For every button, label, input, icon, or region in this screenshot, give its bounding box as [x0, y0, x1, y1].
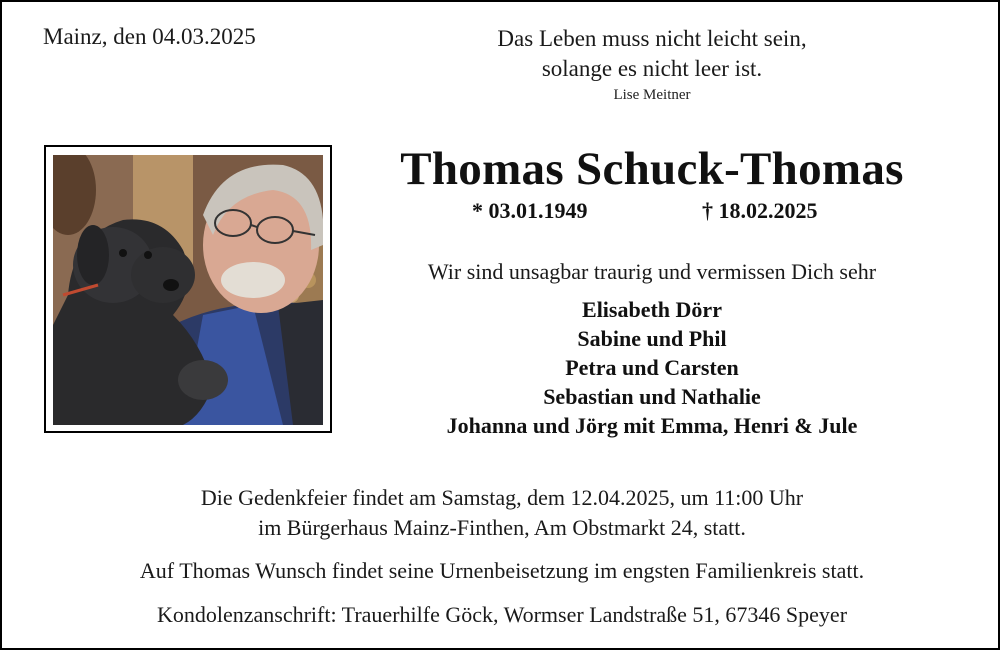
ceremony-line-2: im Bürgerhaus Mainz-Finthen, Am Obstmarkt 24, statt.	[258, 515, 746, 540]
deceased-name: Thomas Schuck-Thomas	[400, 143, 904, 195]
burial-info: Auf Thomas Wunsch findet seine Urnenbeisetzung im engsten Familienkreis statt.	[139, 558, 865, 583]
quote-line-2: solange es nicht leer ist.	[541, 56, 763, 81]
ceremony-line-1: Die Gedenkfeier findet am Samstag, dem 12.04.2025, um 11:00 Uhr	[200, 485, 804, 510]
portrait-photo-frame	[44, 145, 332, 433]
condolence-address: Kondolenzanschrift: Trauerhilfe Göck, Wormser Landstraße 51, 67346 Speyer	[156, 602, 848, 627]
mourners-list	[342, 295, 962, 440]
birth-date: * 03.01.1949	[472, 198, 588, 223]
place-date: Mainz, den 04.03.2025	[43, 24, 256, 49]
mourner: Petra und Carsten	[565, 355, 739, 380]
mourner: Sabine und Phil	[577, 326, 727, 351]
sorrow-text: Wir sind unsagbar traurig und vermissen Dich sehr	[427, 259, 877, 284]
quote	[432, 24, 872, 84]
quote-line-1: Das Leben muss nicht leicht sein,	[497, 26, 807, 51]
mourner: Sebastian und Nathalie	[543, 384, 761, 409]
quote-author: Lise Meitner	[613, 87, 691, 103]
portrait-photo	[53, 155, 323, 425]
mourner: Johanna und Jörg mit Emma, Henri & Jule	[446, 413, 858, 438]
mourner: Elisabeth Dörr	[582, 297, 722, 322]
ceremony-info	[2, 483, 1000, 543]
death-date: † 18.02.2025	[702, 198, 818, 223]
